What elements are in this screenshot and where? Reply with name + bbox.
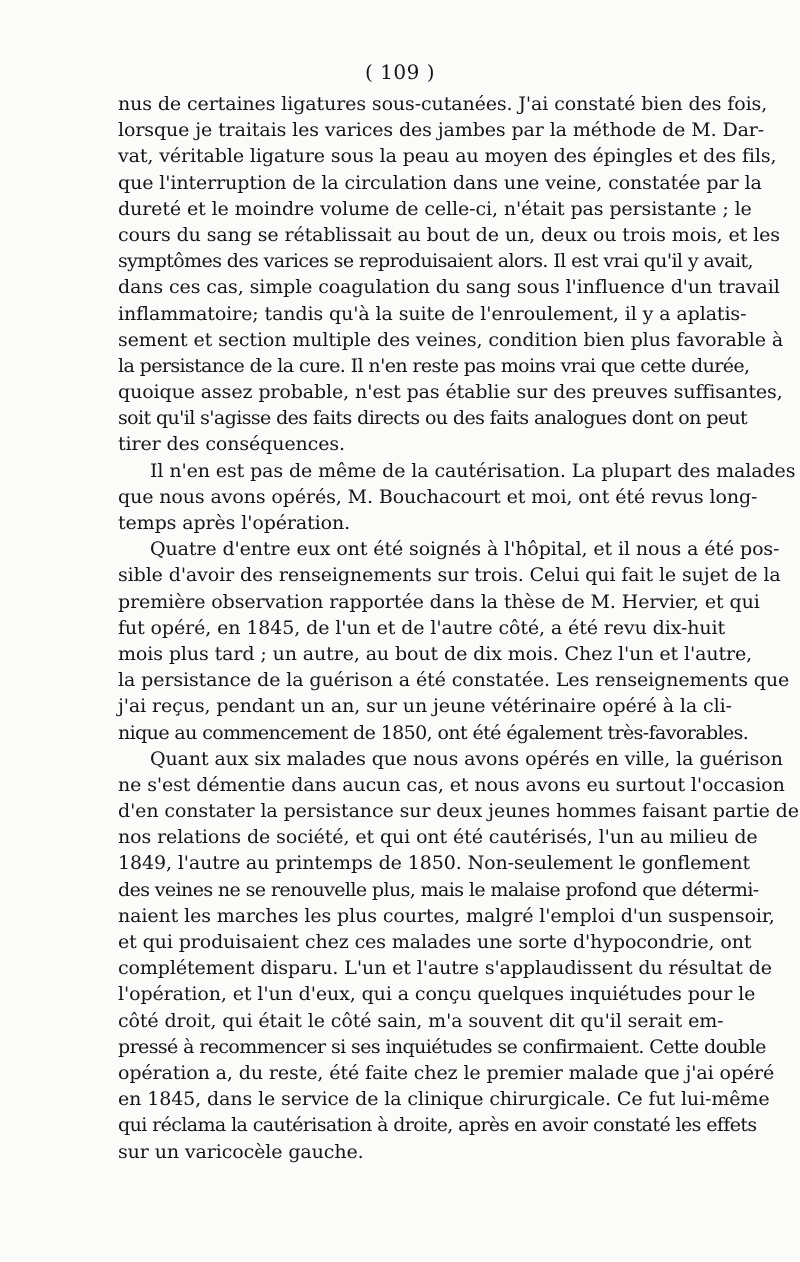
text-line: vat, véritable ligature sous la peau au moyen des épingles et des fils,	[118, 145, 777, 168]
page-text	[118, 91, 799, 1165]
text-line: nus de certaines ligatures sous-cutanées. J'ai constaté bien des fois,	[118, 93, 768, 115]
text-line: que nous avons opérés, M. Bouchacourt et moi, ont été revus long-	[118, 485, 758, 508]
text-line: Il n'en est pas de même de la cautérisation. La plupart des malades	[150, 459, 796, 482]
text-line: opération a, du reste, été faite chez le premier malade que j'ai opéré	[118, 1061, 775, 1084]
text-line: 1849, l'autre au printemps de 1850. Non-seulement le gonflement	[118, 852, 751, 875]
text-line: temps après l'opération.	[118, 512, 351, 534]
text-line: symptômes des varices se reproduisaient alors. Il est vrai qu'il y avait,	[118, 250, 753, 273]
text-line: nique au commencement de 1850, ont été également très-favorables.	[118, 721, 749, 744]
text-line: quoique assez probable, n'est pas établie sur des preuves suffisantes,	[118, 381, 783, 404]
text-line: fut opéré, en 1845, de l'un et de l'autre côté, a été revu dix-huit	[118, 616, 726, 639]
text-line: Quant aux six malades que nous avons opérés en ville, la guérison	[150, 747, 783, 770]
text-line: dans ces cas, simple coagulation du sang sous l'influence d'un travail	[118, 276, 780, 299]
text-line: ne s'est démentie dans aucun cas, et nous avons eu surtout l'occasion	[118, 773, 785, 796]
text-line: la persistance de la cure. Il n'en reste pas moins vrai que cette durée,	[118, 354, 750, 377]
text-line: première observation rapportée dans la thèse de M. Hervier, et qui	[118, 590, 760, 613]
text-line: pressé à recommencer si ses inquiétudes se confirmaient. Cette double	[118, 1035, 766, 1058]
text-line: côté droit, qui était le côté sain, m'a souvent dit qu'il serait em-	[118, 1009, 724, 1032]
text-line: soit qu'il s'agisse des faits directs ou des faits analogues dont on peut	[118, 407, 748, 430]
text-line: sur un varicocèle gauche.	[118, 1140, 364, 1163]
page-number: ( 109 )	[365, 60, 435, 84]
text-line: en 1845, dans le service de la clinique chirurgicale. Ce fut lui-même	[118, 1088, 770, 1111]
text-line: tirer des conséquences.	[118, 433, 345, 456]
text-line: d'en constater la persistance sur deux jeunes hommes faisant partie de	[118, 800, 799, 823]
text-line: que l'interruption de la circulation dans une veine, constatée par la	[118, 171, 762, 194]
text-line: cours du sang se rétablissait au bout de un, deux ou trois mois, et les	[118, 223, 780, 246]
text-line: naient les marches les plus courtes, malgré l'emploi d'un suspensoir,	[118, 904, 775, 927]
text-line: complétement disparu. L'un et l'autre s'applaudissent du résultat de	[118, 957, 772, 980]
text-line: la persistance de la guérison a été constatée. Les renseignements que	[118, 669, 790, 692]
text-line: sible d'avoir des renseignements sur trois. Celui qui fait le sujet de la	[118, 564, 781, 587]
text-line: sement et section multiple des veines, condition bien plus favorable à	[118, 328, 784, 351]
text-line: dureté et le moindre volume de celle-ci, n'était pas persistante ; le	[118, 197, 752, 220]
text-line: et qui produisaient chez ces malades une sorte d'hypocondrie, ont	[118, 931, 752, 953]
text-line: l'opération, et l'un d'eux, qui a conçu quelques inquiétudes pour le	[118, 983, 756, 1006]
text-line: nos relations de société, et qui ont été cautérisés, l'un au milieu de	[118, 826, 758, 849]
text-line: qui réclama la cautérisation à droite, après en avoir constaté les effets	[118, 1114, 757, 1137]
text-line: inflammatoire; tandis qu'à la suite de l'enroulement, il y a aplatis-	[118, 302, 747, 325]
text-line: mois plus tard ; un autre, au bout de dix mois. Chez l'un et l'autre,	[118, 642, 753, 665]
text-line: des veines ne se renouvelle plus, mais le malaise profond que détermi-	[118, 878, 759, 901]
text-line: Quatre d'entre eux ont été soignés à l'hôpital, et il nous a été pos-	[150, 538, 780, 561]
text-line: j'ai reçus, pendant un an, sur un jeune vétérinaire opéré à la cli-	[118, 695, 732, 718]
text-line: lorsque je traitais les varices des jambes par la méthode de M. Dar-	[118, 119, 765, 142]
